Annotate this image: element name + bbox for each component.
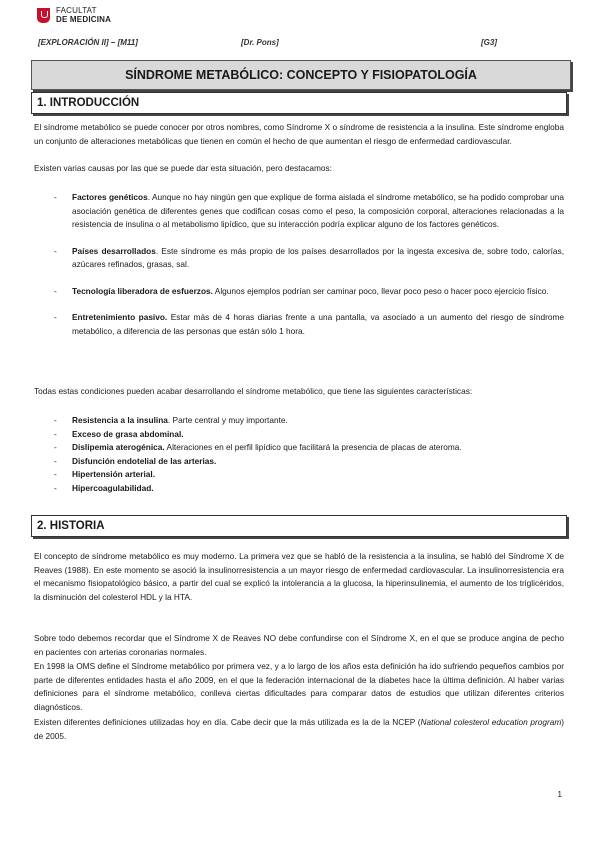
list-item-term: Tecnología liberadora de esfuerzos. (72, 285, 213, 296)
list-item (54, 285, 564, 299)
document-title-text: SÍNDROME METABÓLICO: CONCEPTO Y FISIOPATOLOGÍA (125, 68, 477, 82)
history-paragraph-3: En 1998 la OMS define el Síndrome metabólico por primera vez, y a lo largo de los años esta definición ha ido sufriendo pequeños cambios por parte de diferentes entidades hasta el año 2009, en el que la federación internacional de la diabetes hace la última definición. Al haber varias definiciones para el síndrome metabólico, conlleva ciertas dificultades para comparar datos de estudios que utilizan diferentes criterios diagnósticos. (34, 661, 564, 712)
list-item-term: Hipercoagulabilidad. (72, 482, 154, 493)
history-paragraph-4-end: ) de 2005. (34, 717, 564, 741)
document-title (31, 60, 571, 90)
list-item (54, 191, 564, 232)
section-heading-text: 1. INTRODUCCIÓN (37, 97, 140, 109)
logo-line2: DE MEDICINA (56, 15, 112, 24)
list-item-text: . Este síndrome es más propio de los países desarrollados por la ingesta excesiva de, sobre todo, calorías, azúcares refinados, grasas, sal. (72, 245, 564, 269)
history-paragraph-4-text: Existen diferentes definiciones utilizadas hoy en día. Cabe decir que la más utilizada es la de la NCEP ( (34, 717, 421, 727)
list-item-term: Dislipemia aterogénica. (72, 442, 165, 452)
list-item (54, 311, 564, 338)
history-paragraph-2: Sobre todo debemos recordar que el Síndrome X de Reaves NO debe confundirse con el Síndrome X, en el que se produce angina de pecho en pacientes con arterias coronarias normales. (34, 633, 564, 657)
list-item-text: Alteraciones en el perfil lipídico que facilitará la presencia de placas de ateroma. (164, 442, 462, 452)
list-item (54, 428, 564, 442)
list-item-term: Entretenimiento pasivo. (72, 312, 168, 322)
list-item-term: Factores genéticos (72, 192, 148, 202)
conditions-lead: Todas estas condiciones pueden acabar desarrollando el síndrome metabólico, que tiene las siguientes características: (34, 386, 473, 396)
list-item-text: . Aunque no hay ningún gen que explique de forma aislada el síndrome metabólico, se ha podido comprobar una asociación genética de diferentes genes que codifican cosas como el peso, la composición corporal, alteraciones relacionadas a la resistencia de insulina o al metabolismo lipídico, que su interacción podría explicar alguno de los factores genéticos. (72, 192, 564, 229)
list-item-text: Estar más de 4 horas diarias frente a una pantalla, va asociado a un aumento del riesgo de síndrome metabólico, a diferencia de las personas que están sólo 1 hora. (72, 312, 564, 336)
history-paragraph-4 (34, 716, 564, 743)
faculty-logo (37, 6, 111, 24)
section-heading-text: 2. HISTORIA (37, 520, 105, 532)
university-shield-icon (37, 8, 50, 23)
section-heading-historia (31, 515, 567, 537)
header-group: [G3] (481, 38, 497, 47)
causes-lead: Existen varias causas por las que se puede dar esta situación, pero destacamos: (34, 163, 332, 173)
list-item (54, 455, 564, 469)
logo-line1: FACULTAT (56, 6, 97, 15)
characteristics-list (54, 414, 564, 495)
section-heading-introduccion (31, 92, 567, 114)
list-item-term: Países desarrollados (72, 245, 156, 256)
list-item-term: Disfunción endotelial de las arterias. (72, 455, 217, 466)
page-number: 1 (557, 790, 562, 799)
header-subject: [EXPLORACIÓN II] – [M11] (38, 38, 138, 47)
header-teacher: [Dr. Pons] (241, 38, 279, 47)
logo-text (56, 6, 111, 24)
ncep-name: National colesterol education program (420, 717, 562, 727)
list-item-term: Hipertensión arterial. (72, 469, 155, 479)
list-item-term: Exceso de grasa abdominal. (72, 428, 184, 439)
list-item (54, 468, 564, 482)
list-item (54, 482, 564, 496)
list-item-text: . Parte central y muy importante. (167, 415, 288, 425)
intro-paragraph: El síndrome metabólico se puede conocer por otros nombres, como Síndrome X o síndrome de resistencia a la insulina. Este síndrome engloba un conjunto de alteraciones metabólicas que tienen en común el hecho de que aumentan el riesgo de enfermedad cardiovascular. (34, 122, 564, 146)
list-item-text: Algunos ejemplos podrían ser caminar poco, llevar poco peso o hacer poco ejercicio físico. (212, 285, 549, 296)
list-item (54, 414, 564, 428)
causes-list (54, 191, 564, 351)
list-item (54, 245, 564, 272)
history-paragraph-1: El concepto de síndrome metabólico es muy moderno. La primera vez que se habló de la resistencia a la insulina, se habló del Síndrome X de Reaves (1988). En este momento se asoció la insulinorresistencia a un mayor riesgo de enfermedad cardiovascular. La insulinorresistencia era el mecanismo fisiopatológico básico, a partir del cual se explicó la intolerancia a la glucosa, la hiperinsulinemia, el aumento de los triglicéridos, la disminución del colesterol HDL y la HTA. (34, 551, 564, 602)
list-item (54, 441, 564, 455)
list-item-term: Resistencia a la insulina (72, 415, 168, 425)
